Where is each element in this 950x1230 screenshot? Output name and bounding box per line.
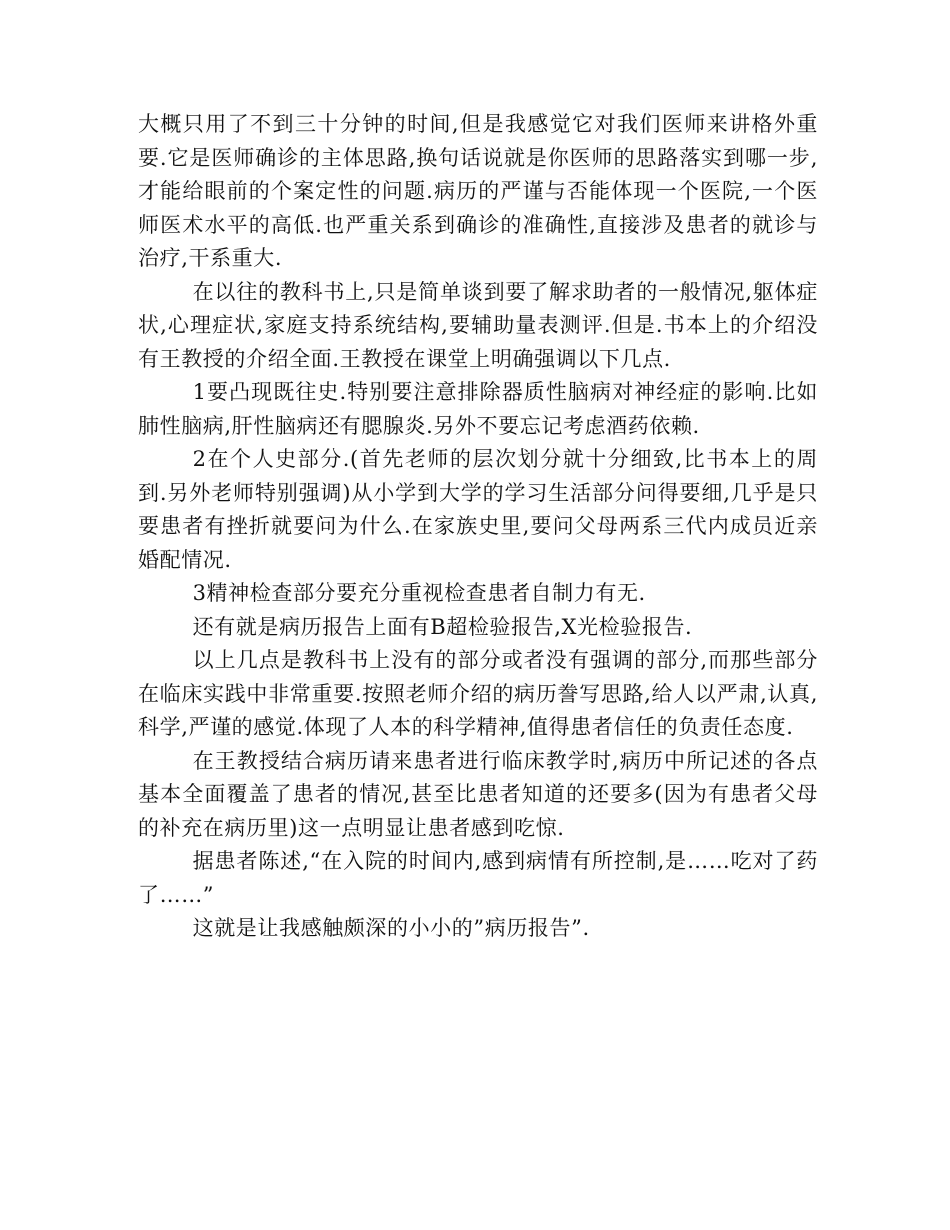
paragraph: 2在个人史部分.(首先老师的层次划分就十分细致,比书本上的周到.另外老师特别强调)从小学到大学的学习生活部分问得要细,几乎是只要患者有挫折就要问为什么.在家族史里,要问父母两系三代内成员近亲婚配情况. (138, 447, 818, 572)
paragraph: 据患者陈述,“在入院的时间内,感到病情有所控制,是……吃对了药了……” (138, 849, 818, 907)
paragraph: 这就是让我感触颇深的小小的”病历报告”. (192, 916, 590, 940)
document-body (138, 108, 818, 946)
paragraph: 在王教授结合病历请来患者进行临床教学时,病历中所记述的各点基本全面覆盖了患者的情况,甚至比患者知道的还要多(因为有患者父母的补充在病历里)这一点明显让患者感到吃惊. (138, 748, 818, 840)
paragraph: 还有就是病历报告上面有B超检验报告,X光检验报告. (192, 614, 693, 639)
paragraph: 以上几点是教科书上没有的部分或者没有强调的部分,而那些部分在临床实践中非常重要.按照老师介绍的病历誊写思路,给人以严肃,认真,科学,严谨的感觉.体现了人本的科学精神,值得患者信任的负责任态度. (138, 648, 818, 739)
paragraph: 在以往的教科书上,只是简单谈到要了解求助者的一般情况,躯体症状,心理症状,家庭支持系统结构,要辅助量表测评.但是.书本上的介绍没有王教授的介绍全面.王教授在课堂上明确强调以下几点. (138, 279, 818, 371)
paragraph: 1要凸现既往史.特别要注意排除器质性脑病对神经症的影响.比如肺性脑病,肝性脑病还有腮腺炎.另外不要忘记考虑酒药依赖. (138, 380, 818, 438)
paragraph: 大概只用了不到三十分钟的时间,但是我感觉它对我们医师来讲格外重要.它是医师确诊的主体思路,换句话说就是你医师的思路落实到哪一步,才能给眼前的个案定性的问题.病历的严谨与否能体现一个医院,一个医师医术水平的高低.也严重关系到确诊的准确性,直接涉及患者的就诊与治疗,干系重大. (138, 112, 818, 270)
paragraph: 3精神检查部分要充分重视检查患者自制力有无. (192, 581, 646, 605)
